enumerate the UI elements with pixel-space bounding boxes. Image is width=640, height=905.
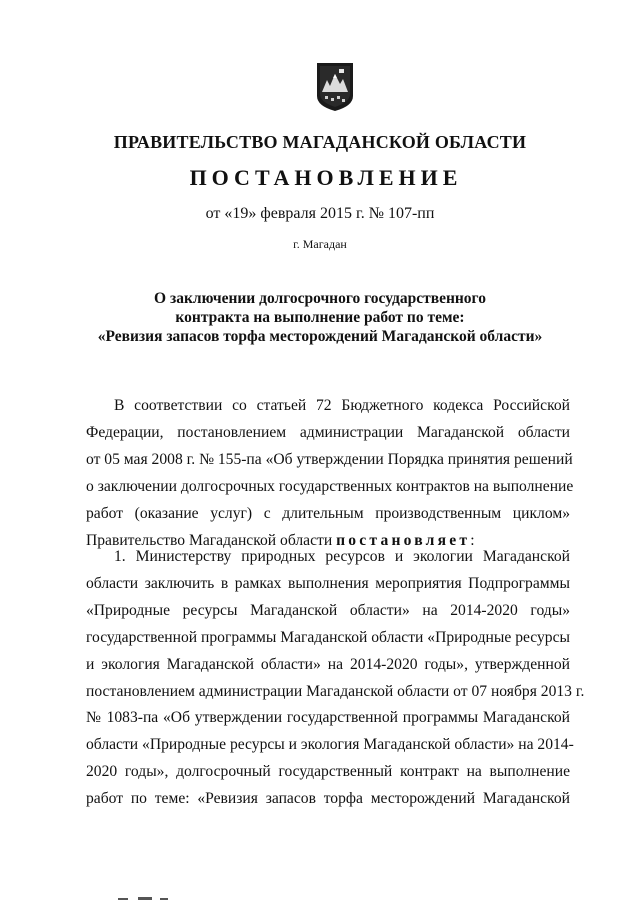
paragraph-line: от 05 мая 2008 г. № 155-па «Об утверждении Порядка принятия решений xyxy=(86,450,573,468)
paragraph-line: работ (оказание услуг) с длительным производственным циклом» xyxy=(86,504,570,522)
paragraph-line: «Природные ресурсы Магаданской области» на 2014-2020 годы» xyxy=(86,601,570,619)
decree-colon: : xyxy=(470,531,475,549)
paragraph-line: № 1083-па «Об утверждении государственной программы Магаданской xyxy=(86,709,570,727)
scan-mark xyxy=(160,898,168,900)
paragraph-line: области заключить в рамках выполнения мероприятия Подпрограммы xyxy=(86,574,570,592)
document-date-number: от «19» февраля 2015 г. № 107-пп xyxy=(205,205,435,222)
paragraph-line: Федерации, постановлением администрации Магаданской области xyxy=(86,423,570,441)
paragraph-line: о заключении долгосрочных государственных контрактов на выполнение xyxy=(86,477,574,495)
paragraph-line: области «Природные ресурсы и экология Магаданской области» на 2014- xyxy=(86,736,574,754)
paragraph-line: 1. Министерству природных ресурсов и экологии Магаданской xyxy=(114,548,570,565)
coat-of-arms-icon xyxy=(316,62,354,112)
scan-mark xyxy=(118,898,128,900)
paragraph-line: В соответствии со статьей 72 Бюджетного кодекса Российской xyxy=(114,397,570,414)
paragraph-item-1 xyxy=(86,544,585,813)
subject-line: О заключении долгосрочного государственного xyxy=(154,290,486,307)
document-type: ПОСТАНОВЛЕНИЕ xyxy=(189,165,463,190)
subject-line: «Ревизия запасов торфа месторождений Магаданской области» xyxy=(97,328,543,345)
paragraph-line: 2020 годы», долгосрочный государственный контракт на выполнение xyxy=(86,763,570,781)
paragraph-line: работ по теме: «Ревизия запасов торфа месторождений Магаданской xyxy=(86,790,570,808)
document-subject xyxy=(0,289,640,346)
decree-lead-text: Правительство Магаданской области xyxy=(86,531,337,549)
paragraph-line: и экология Магаданской области» на 2014-2020 годы», утвержденной xyxy=(86,655,570,673)
subject-line: контракта на выполнение работ по теме: xyxy=(175,309,465,326)
scan-mark xyxy=(138,897,152,900)
paragraph-preamble xyxy=(86,393,574,554)
government-name: ПРАВИТЕЛЬСТВО МАГАДАНСКОЙ ОБЛАСТИ xyxy=(113,132,527,152)
decree-word: постановляет xyxy=(336,531,471,549)
paragraph-line: государственной программы Магаданской области «Природные ресурсы xyxy=(86,628,571,646)
document-city: г. Магадан xyxy=(293,237,347,251)
paragraph-line: постановлением администрации Магаданской области от 07 ноября 2013 г. xyxy=(86,682,585,700)
